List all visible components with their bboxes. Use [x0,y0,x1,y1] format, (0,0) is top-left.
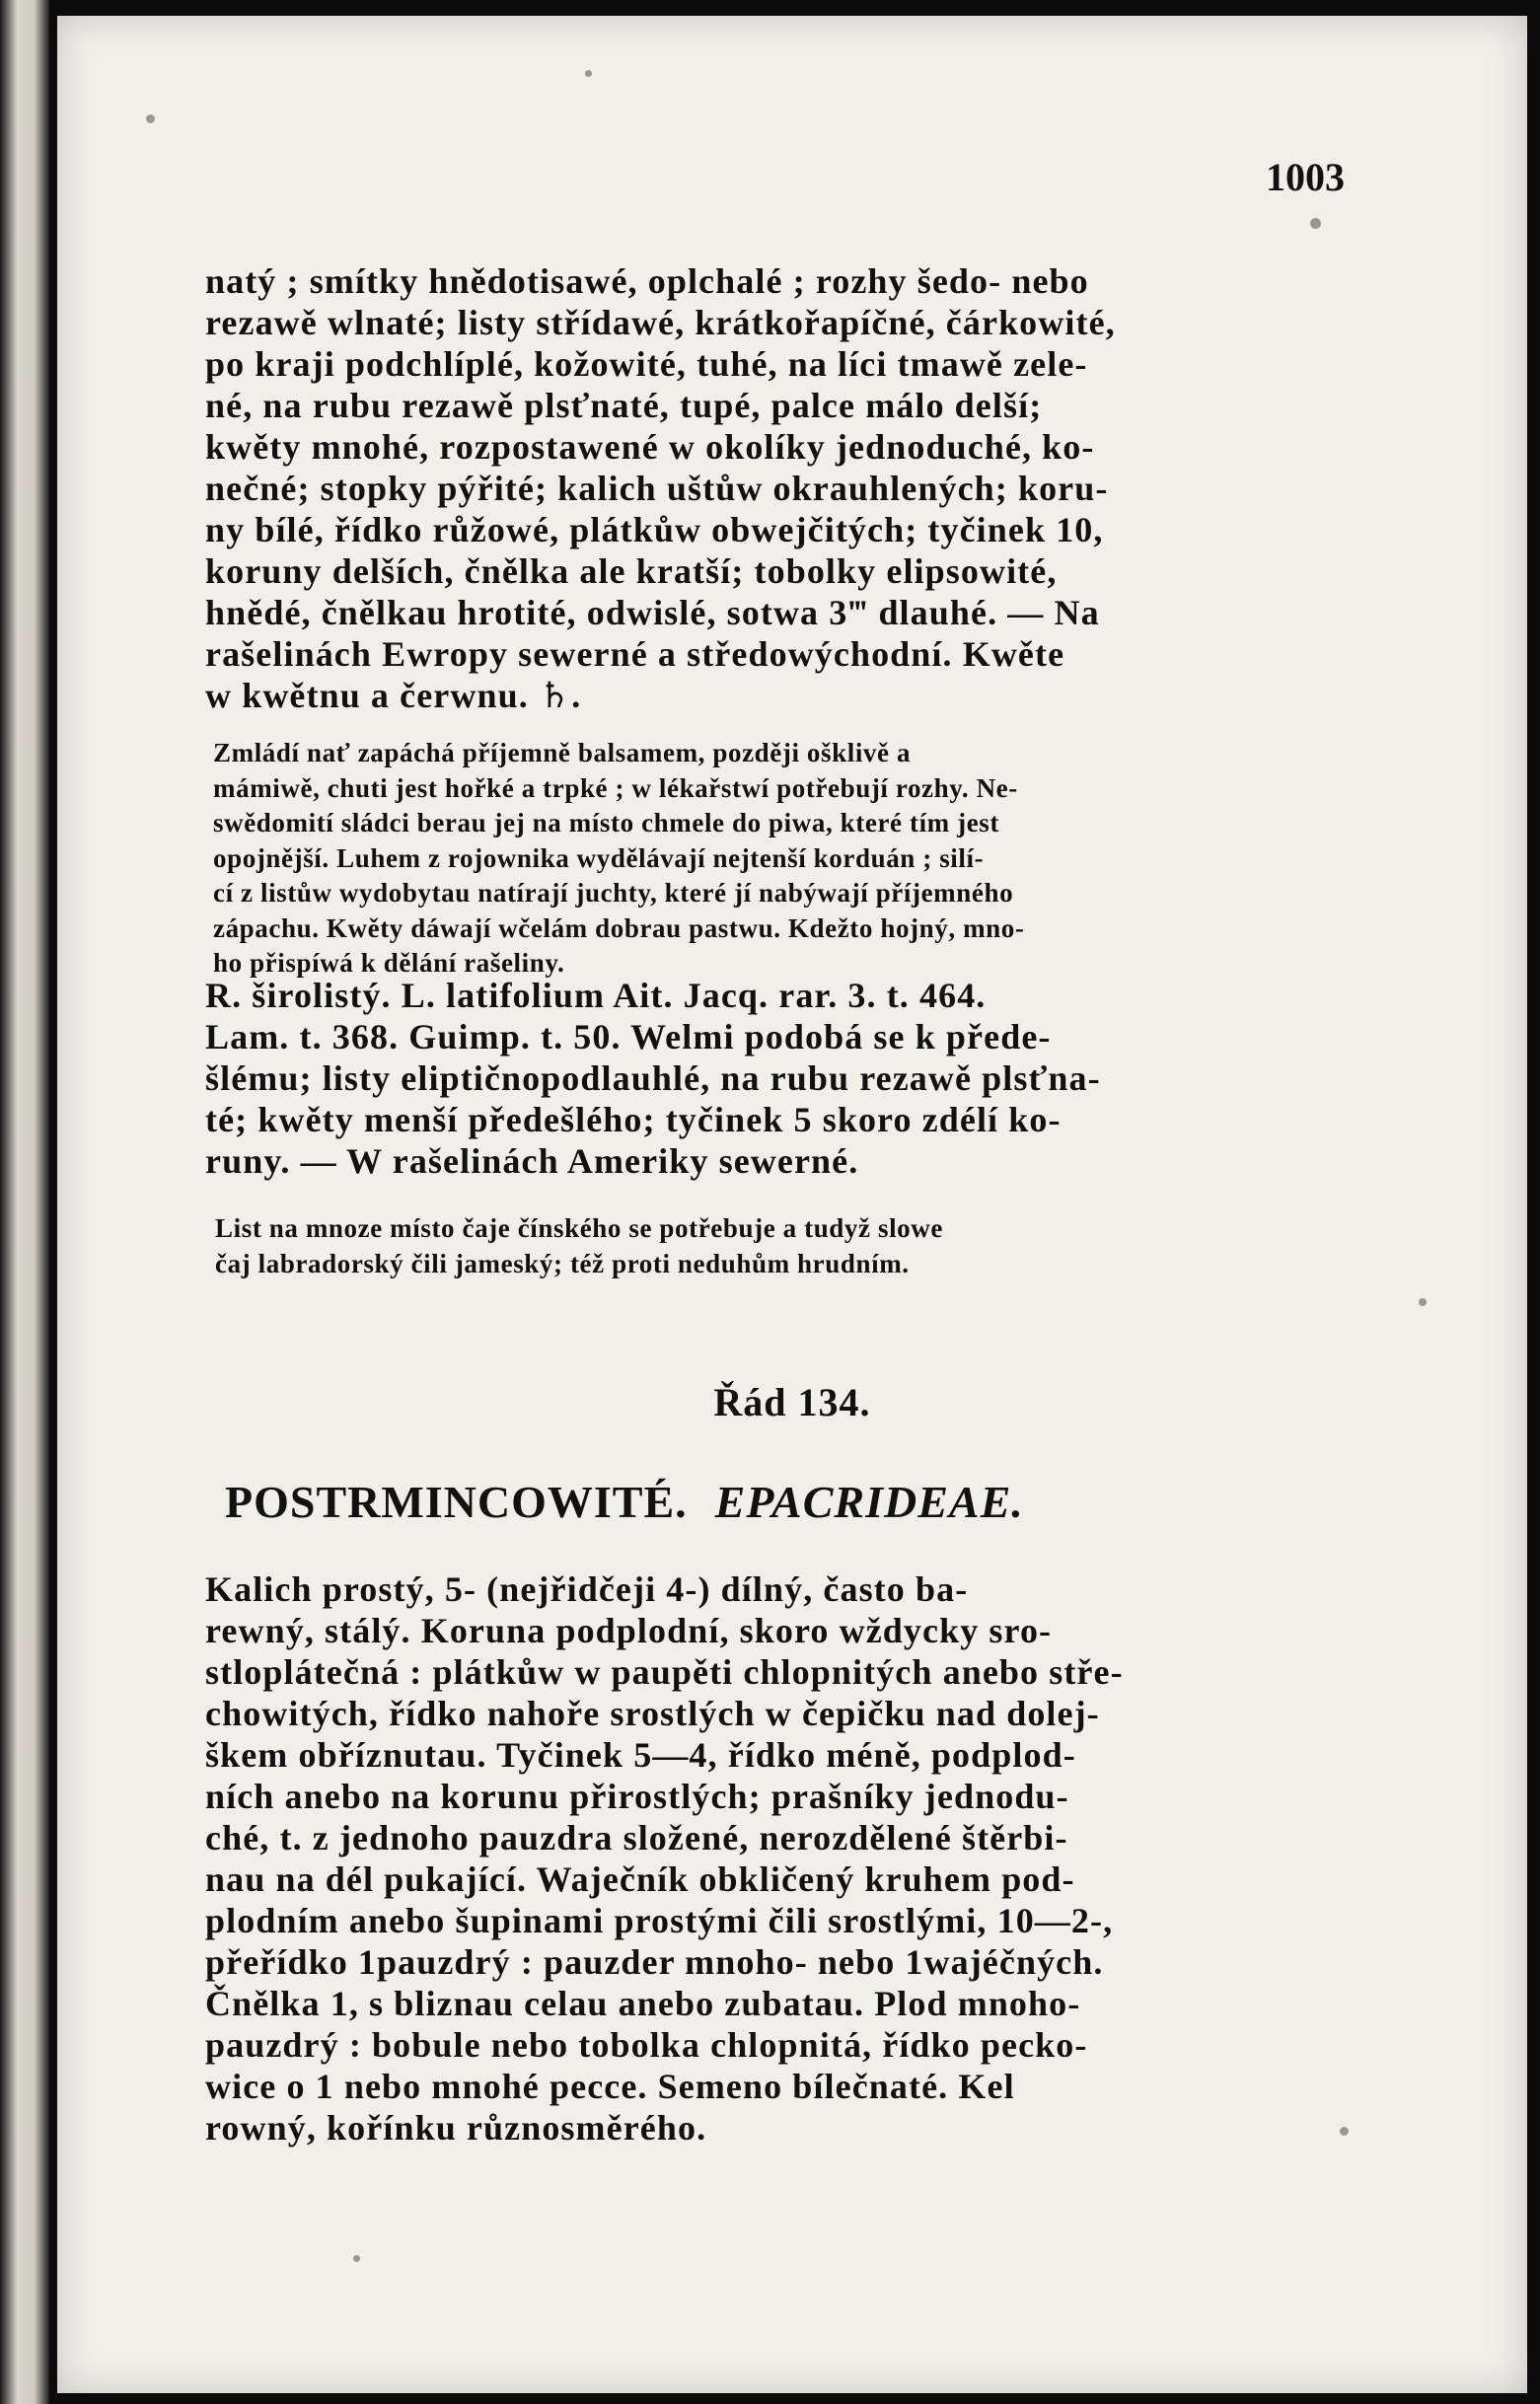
text-line: swědomití sládci berau jej na místo chmele do piwa, které tím jest [213,808,999,838]
text-line: rewný, stálý. Koruna podplodní, skoro wždycky sro- [205,1611,1053,1650]
text-line: té; kwěty menší předešlého; tyčinek 5 skoro zdélí ko- [205,1100,1062,1139]
text-line: rašelinách Ewropy sewerné a středowýchodní. Kwěte [205,634,1065,674]
previous-page-edge [0,0,49,2404]
family-description [205,1568,1285,2149]
paper-speck [1310,218,1321,229]
page-number: 1003 [1266,155,1345,199]
text-line: List na mnoze místo čaje čínského se potřebuje a tudyž slowe [215,1213,943,1243]
text-line: né, na rubu rezawě plsťnaté, tupé, palce málo delší; [205,386,1043,425]
text-line: rowný, kořínku různosměrého. [205,2108,707,2148]
text-line: runy. — W rašelinách Ameriky sewerné. [205,1141,859,1181]
text-line: kwěty mnohé, rozpostawené w okolíky jednoduché, ko- [205,427,1095,467]
text-line: mámiwě, chuti jest hořké a trpké ; w lékařstwí potřebují rozhy. Ne- [213,772,1018,803]
text-line: Lam. t. 368. Guimp. t. 50. Welmi podobá se k přede- [205,1017,1052,1056]
family-heading [225,1476,1024,1528]
paper-speck [585,70,592,77]
text-line: nečné; stopky pýřité; kalich uštůw okrauhlených; koru- [205,469,1109,508]
text-line: čaj labradorský čili jameský; též proti neduhům hrudním. [215,1248,910,1278]
species-description-continued [205,260,1285,716]
text-line: po kraji podchlíplé, kožowité, tuhé, na líci tmawě zele- [205,344,1088,384]
paper-speck [1340,2127,1349,2136]
tea-usage-note [215,1211,1295,1281]
text-line: Zmládí nať zapáchá příjemně balsamem, později ošklivě a [213,738,912,767]
text-line: ché, t. z jednoho pauzdra složené, nerozdělené štěrbi- [205,1818,1068,1858]
text-line: Čnělka 1, s bliznau celau anebo zubatau. Plod mnoho- [205,1984,1081,2023]
species-entry-broadleaf [205,975,1285,1182]
order-heading: Řád 134. [713,1380,871,1424]
text-line: zápachu. Kwěty dáwají wčelám dobrau pastwu. Kdežto hojný, mno- [213,912,1025,943]
text-line: nau na dél pukající. Waječník obkličený kruhem pod- [205,1859,1075,1899]
text-line: w kwětnu a čerwnu. ♄. [205,676,582,715]
paper-speck [146,114,155,123]
text-line: opojnější. Luhem z rojownika wydělávají nejtenší korduán ; silí- [213,842,985,873]
text-line: stloplátečná : plátkůw w paupěti chlopnitých anebo stře- [205,1652,1124,1692]
text-line: pauzdrý : bobule nebo tobolka chlopnitá, řídko pecko- [205,2025,1088,2065]
text-line: škem obříznutau. Tyčinek 5—4, řídko méně, podplod- [205,1735,1076,1775]
usage-note [213,736,1283,982]
text-line: ny bílé, řídko růžowé, plátkůw obwejčitých; tyčinek 10, [205,510,1104,549]
text-line: ho přispíwá k dělání rašeliny. [213,948,565,978]
text-line: Kalich prostý, 5- (nejřidčeji 4-) dílný, často ba- [205,1569,969,1609]
paper-speck [353,2255,360,2262]
text-line: šlému; listy eliptičnopodlauhlé, na rubu rezawě plsťna- [205,1058,1101,1098]
paper-speck [1419,1298,1427,1306]
text-line: rezawě wlnaté; listy střídawé, krátkořapíčné, čárkowité, [205,303,1116,342]
text-line: cí z listůw wydobytau natírají juchty, které jí nabýwají příjemného [213,878,1014,908]
text-line: hnědé, čnělkau hrotité, odwislé, sotwa 3‴ dlauhé. — Na [205,593,1100,632]
text-line: ních anebo na korunu přirostlých; prašníky jednodu- [205,1777,1069,1816]
family-name-czech: POSTRMINCOWITÉ. [225,1477,688,1527]
text-line: přeřídko 1pauzdrý : pauzder mnoho- nebo 1wajéčných. [205,1942,1104,1982]
text-line: natý ; smítky hnědotisawé, oplchalé ; rozhy šedo- nebo [205,261,1089,301]
book-page [57,16,1527,2393]
text-line: plodním anebo šupinami prostými čili srostlými, 10—2-, [205,1901,1114,1940]
family-name-latin: EPACRIDEAE. [714,1477,1024,1527]
text-line: chowitých, řídko nahoře srostlých w čepičku nad dolej- [205,1694,1100,1733]
text-line: koruny delších, čnělka ale kratší; tobolky elipsowité, [205,551,1058,591]
text-line: R. širolistý. L. latifolium Ait. Jacq. rar. 3. t. 464. [205,976,987,1015]
text-line: wice o 1 nebo mnohé pecce. Semeno bílečnaté. Kel [205,2067,1015,2106]
